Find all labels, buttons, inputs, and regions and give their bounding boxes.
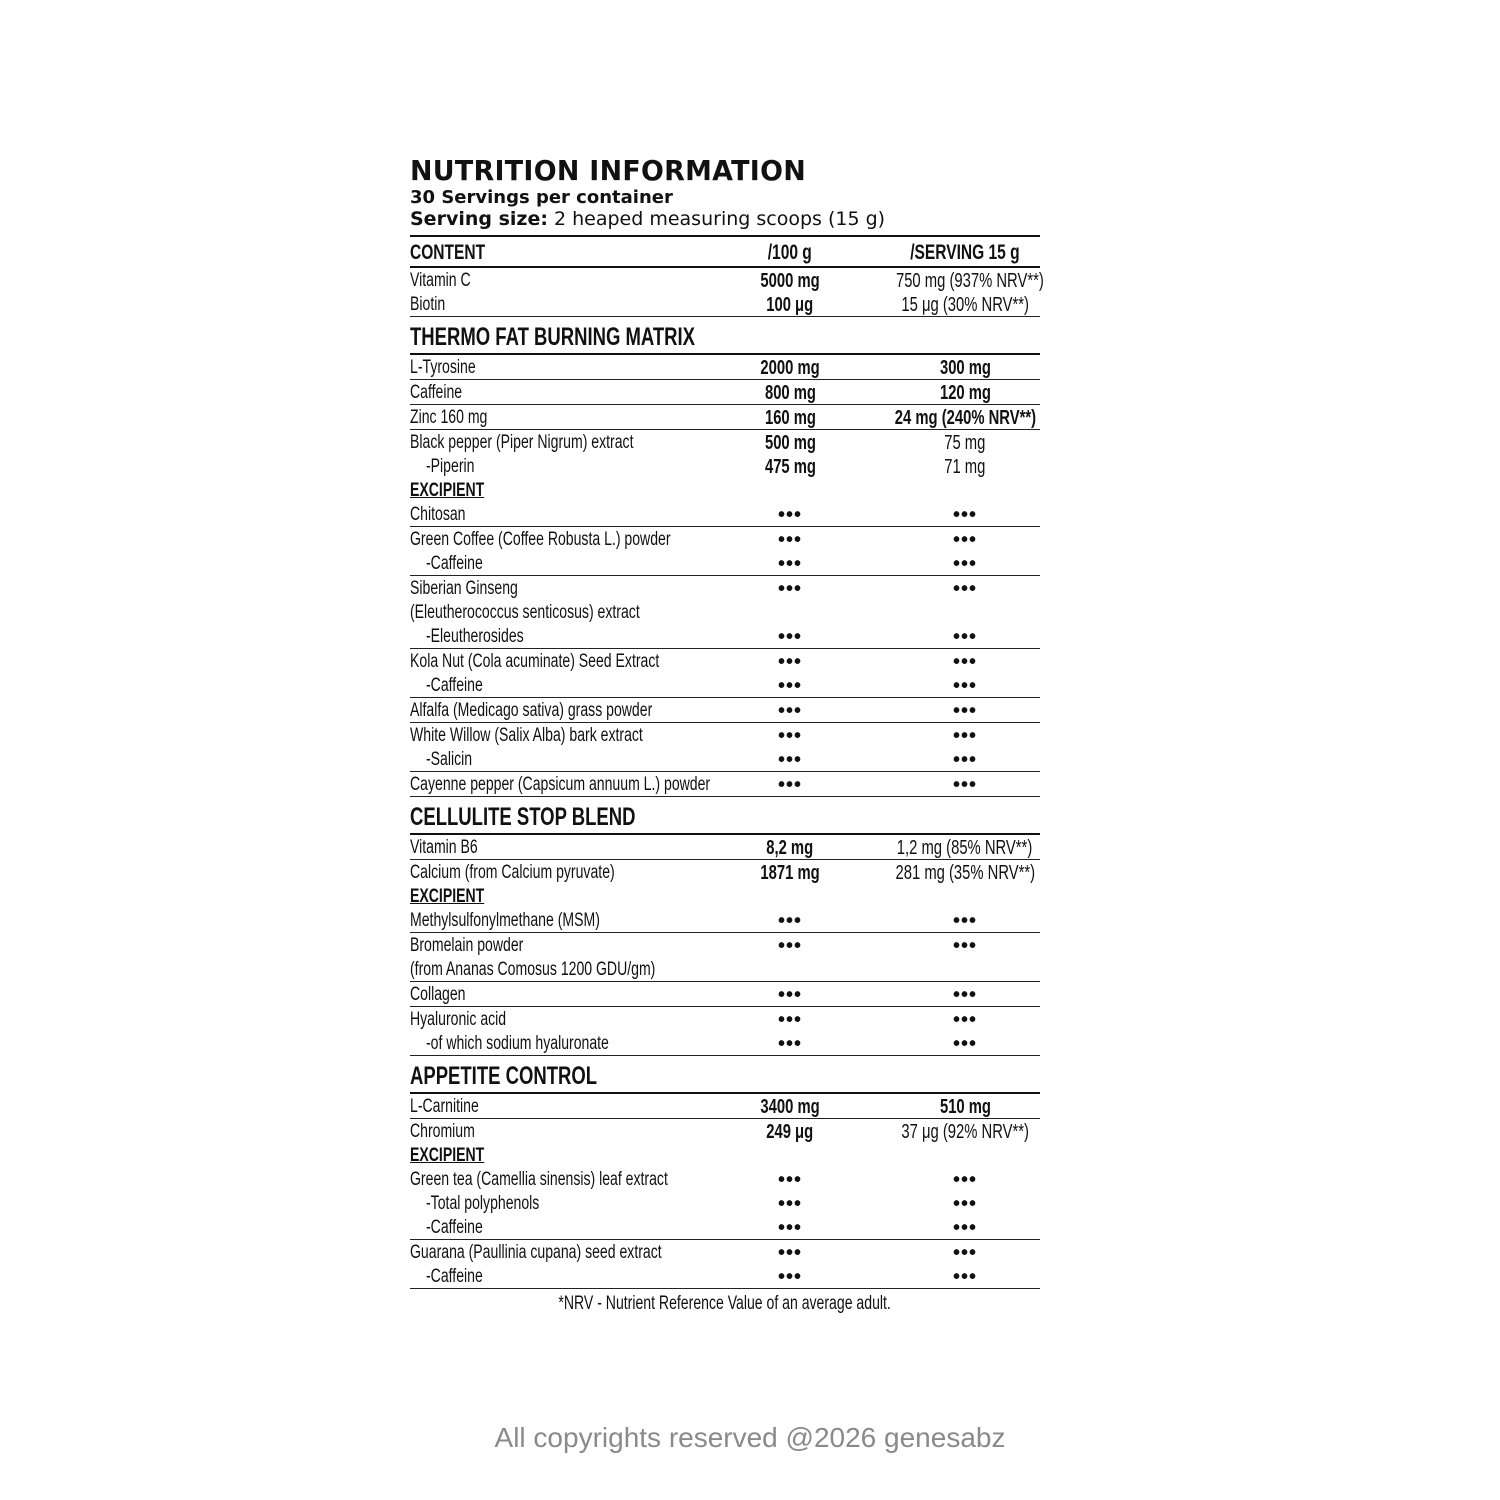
row-group — [410, 1119, 1040, 1167]
excipient-heading: EXCIPIENT — [410, 480, 485, 501]
ingredient-name: -Caffeine — [426, 675, 483, 696]
ingredient-name: Cayenne pepper (Capsicum annuum L.) powder — [410, 774, 711, 795]
row-group — [410, 908, 1040, 933]
ingredient-name: L-Carnitine — [410, 1096, 479, 1117]
table-row — [410, 430, 1040, 454]
value-per-serving: ••• — [952, 1217, 977, 1239]
ingredient-name: -Total polyphenols — [426, 1193, 540, 1214]
nrv-footnote: *NRV - Nutrient Reference Value of an average adult. — [558, 1293, 892, 1314]
table-row — [410, 933, 1040, 957]
value-per-serving: ••• — [952, 984, 977, 1006]
table-row — [410, 1264, 1040, 1288]
value-per-100g: 475 mg — [764, 456, 816, 478]
value-per-serving: ••• — [952, 700, 977, 722]
ingredient-name: Guarana (Paullinia cupana) seed extract — [410, 1242, 662, 1263]
copyright-watermark: All copyrights reserved @2026 genesabz — [494, 1422, 1006, 1453]
table-row — [410, 772, 1040, 796]
table-row — [410, 1191, 1040, 1215]
value-per-serving: 750 mg (937% NRV**) — [895, 270, 1044, 292]
table-row — [410, 551, 1040, 575]
ingredient-name: -Piperin — [426, 456, 475, 477]
value-per-100g: ••• — [777, 504, 802, 526]
value-per-100g: ••• — [777, 984, 802, 1006]
ingredient-name: Green tea (Camellia sinensis) leaf extract — [410, 1169, 668, 1190]
table-header — [410, 235, 1040, 268]
excipient-heading: EXCIPIENT — [410, 886, 485, 907]
table-row — [410, 1240, 1040, 1264]
ingredient-name: Chromium — [410, 1121, 475, 1142]
value-per-serving: ••• — [952, 675, 977, 697]
table-row — [410, 860, 1040, 884]
nutrition-label — [410, 154, 1044, 1315]
value-per-100g: ••• — [777, 1217, 802, 1239]
table-row — [410, 673, 1040, 697]
table-row — [410, 884, 1040, 908]
ingredient-name: Calcium (from Calcium pyruvate) — [410, 862, 615, 883]
ingredient-name: Hyaluronic acid — [410, 1009, 507, 1030]
ingredient-name: Black pepper (Piper Nigrum) extract — [410, 432, 634, 453]
section-title-thermo: THERMO FAT BURNING MATRIX — [410, 325, 1040, 355]
value-per-serving: ••• — [952, 1242, 977, 1264]
ingredient-name: Siberian Ginseng — [410, 578, 518, 599]
row-group — [410, 1240, 1040, 1289]
value-per-100g: ••• — [777, 651, 802, 673]
value-per-100g: 800 mg — [764, 382, 816, 404]
table-row — [410, 454, 1040, 478]
value-per-100g: ••• — [777, 910, 802, 932]
table-row — [410, 723, 1040, 747]
row-group — [410, 835, 1040, 860]
value-per-serving: ••• — [952, 935, 977, 957]
ingredient-name: Green Coffee (Coffee Robusta L.) powder — [410, 529, 671, 550]
ingredient-name: -Caffeine — [426, 1217, 483, 1238]
row-group — [410, 649, 1040, 698]
ingredient-name: -Caffeine — [426, 1266, 483, 1287]
ingredient-name: -of which sodium hyaluronate — [426, 1033, 609, 1054]
value-per-100g: ••• — [777, 578, 802, 600]
value-per-100g: 1871 mg — [760, 862, 820, 884]
row-group — [410, 860, 1040, 908]
value-per-serving: 120 mg — [939, 382, 991, 404]
value-per-serving: ••• — [952, 553, 977, 575]
ingredient-name: Alfalfa (Medicago sativa) grass powder — [410, 700, 653, 721]
value-per-100g: ••• — [777, 774, 802, 796]
value-per-serving: 510 mg — [939, 1096, 991, 1118]
value-per-100g: ••• — [777, 725, 802, 747]
table-row — [410, 268, 1044, 292]
ingredient-name: Methylsulfonylmethane (MSM) — [410, 910, 600, 931]
table-row — [410, 1143, 1040, 1167]
table-row — [410, 1215, 1040, 1239]
ingredient-name: (Eleutherococcus senticosus) extract — [410, 602, 640, 623]
excipient-heading: EXCIPIENT — [410, 1145, 485, 1166]
table-row — [410, 527, 1040, 551]
row-group — [410, 772, 1040, 797]
value-per-serving: 15 μg (30% NRV**) — [901, 294, 1029, 316]
value-per-100g: ••• — [777, 1033, 802, 1055]
ingredient-name: Kola Nut (Cola acuminate) Seed Extract — [410, 651, 660, 672]
value-per-100g: 500 mg — [764, 432, 816, 454]
value-per-100g: 249 μg — [766, 1121, 814, 1143]
table-row — [410, 405, 1040, 429]
value-per-serving: ••• — [952, 578, 977, 600]
table-row — [410, 698, 1040, 722]
label-title: NUTRITION INFORMATION — [410, 154, 807, 187]
value-per-serving: ••• — [952, 725, 977, 747]
value-per-100g: 5000 mg — [760, 270, 820, 292]
value-per-100g: ••• — [777, 1169, 802, 1191]
value-per-serving: ••• — [952, 626, 977, 648]
section-title-cellulite: CELLULITE STOP BLEND — [410, 805, 1040, 835]
table-row — [410, 1119, 1040, 1143]
value-per-100g: ••• — [777, 675, 802, 697]
serving-size — [410, 208, 1040, 231]
column-header-per-100g: /100 g — [767, 241, 813, 264]
value-per-100g: ••• — [777, 700, 802, 722]
row-group — [410, 982, 1040, 1007]
row-group — [410, 723, 1040, 772]
value-per-100g: ••• — [777, 553, 802, 575]
ingredient-name: Biotin — [410, 294, 446, 315]
row-group — [410, 405, 1040, 430]
table-row — [410, 835, 1040, 859]
value-per-serving: 1,2 mg (85% NRV**) — [897, 837, 1033, 859]
column-header-per-serving: /SERVING 15 g — [910, 241, 1020, 264]
value-per-serving: ••• — [952, 651, 977, 673]
table-row — [410, 624, 1040, 648]
value-per-serving: 75 mg — [944, 432, 986, 454]
row-group — [410, 355, 1040, 380]
value-per-serving: ••• — [952, 774, 977, 796]
value-per-100g: 160 mg — [764, 407, 816, 429]
value-per-serving: ••• — [952, 1033, 977, 1055]
value-per-100g: ••• — [777, 626, 802, 648]
table-row — [410, 502, 1040, 526]
ingredient-name: Vitamin C — [410, 270, 471, 291]
table-row — [410, 478, 1040, 502]
table-row — [410, 1031, 1040, 1055]
value-per-100g: ••• — [777, 749, 802, 771]
value-per-serving: ••• — [952, 1193, 977, 1215]
value-per-serving: 281 mg (35% NRV**) — [895, 862, 1035, 884]
ingredient-name: White Willow (Salix Alba) bark extract — [410, 725, 643, 746]
value-per-100g: ••• — [777, 529, 802, 551]
ingredient-name: -Salicin — [426, 749, 473, 770]
serving-size-label: Serving size: — [410, 208, 548, 230]
value-per-serving: ••• — [952, 529, 977, 551]
value-per-100g: 8,2 mg — [766, 837, 814, 859]
table-row — [410, 1094, 1040, 1118]
value-per-serving: 37 μg (92% NRV**) — [901, 1121, 1029, 1143]
value-per-serving: ••• — [952, 749, 977, 771]
table-row — [410, 600, 1040, 624]
ingredient-name: Vitamin B6 — [410, 837, 478, 858]
value-per-100g: ••• — [777, 935, 802, 957]
value-per-100g: 3400 mg — [760, 1096, 820, 1118]
value-per-100g: ••• — [777, 1242, 802, 1264]
value-per-serving: ••• — [952, 504, 977, 526]
table-row — [410, 1167, 1040, 1191]
value-per-100g: 2000 mg — [760, 357, 820, 379]
value-per-100g: ••• — [777, 1009, 802, 1031]
row-group — [410, 527, 1040, 576]
table-row — [410, 292, 1040, 316]
value-per-serving: 300 mg — [939, 357, 991, 379]
row-group — [410, 1167, 1040, 1240]
row-group — [410, 268, 1044, 317]
value-per-serving: ••• — [952, 1266, 977, 1288]
ingredient-name: Collagen — [410, 984, 466, 1005]
table-row — [410, 908, 1040, 932]
value-per-100g: ••• — [777, 1266, 802, 1288]
row-group — [410, 698, 1040, 723]
ingredient-name: (from Ananas Comosus 1200 GDU/gm) — [410, 959, 656, 980]
servings-per-container: 30 Servings per container — [410, 187, 673, 208]
serving-size-value: 2 heaped measuring scoops (15 g) — [547, 208, 886, 230]
row-group — [410, 933, 1040, 982]
value-per-serving: ••• — [952, 1169, 977, 1191]
value-per-serving: ••• — [952, 1009, 977, 1031]
row-group — [410, 1094, 1040, 1119]
column-header-content: CONTENT — [410, 241, 486, 264]
table-row — [410, 982, 1040, 1006]
row-group — [410, 502, 1040, 527]
ingredient-name: -Eleutherosides — [426, 626, 524, 647]
value-per-serving: 71 mg — [944, 456, 986, 478]
table-row — [410, 957, 1040, 981]
ingredient-name: Chitosan — [410, 504, 466, 525]
table-row — [410, 747, 1040, 771]
value-per-100g: ••• — [777, 1193, 802, 1215]
table-row — [410, 380, 1040, 404]
table-row — [410, 1007, 1040, 1031]
value-per-serving: 24 mg (240% NRV**) — [894, 407, 1037, 429]
row-group — [410, 380, 1040, 405]
table-row — [410, 355, 1040, 379]
table-row — [410, 576, 1040, 600]
value-per-100g: 100 μg — [766, 294, 814, 316]
ingredient-name: Zinc 160 mg — [410, 407, 488, 428]
ingredient-name: Bromelain powder — [410, 935, 524, 956]
ingredient-name: Caffeine — [410, 382, 463, 403]
value-per-serving: ••• — [952, 910, 977, 932]
row-group — [410, 430, 1040, 502]
row-group — [410, 576, 1040, 649]
row-group — [410, 1007, 1040, 1056]
section-title-appetite: APPETITE CONTROL — [410, 1064, 1040, 1094]
ingredient-name: L-Tyrosine — [410, 357, 476, 378]
table-row — [410, 649, 1040, 673]
ingredient-name: -Caffeine — [426, 553, 483, 574]
